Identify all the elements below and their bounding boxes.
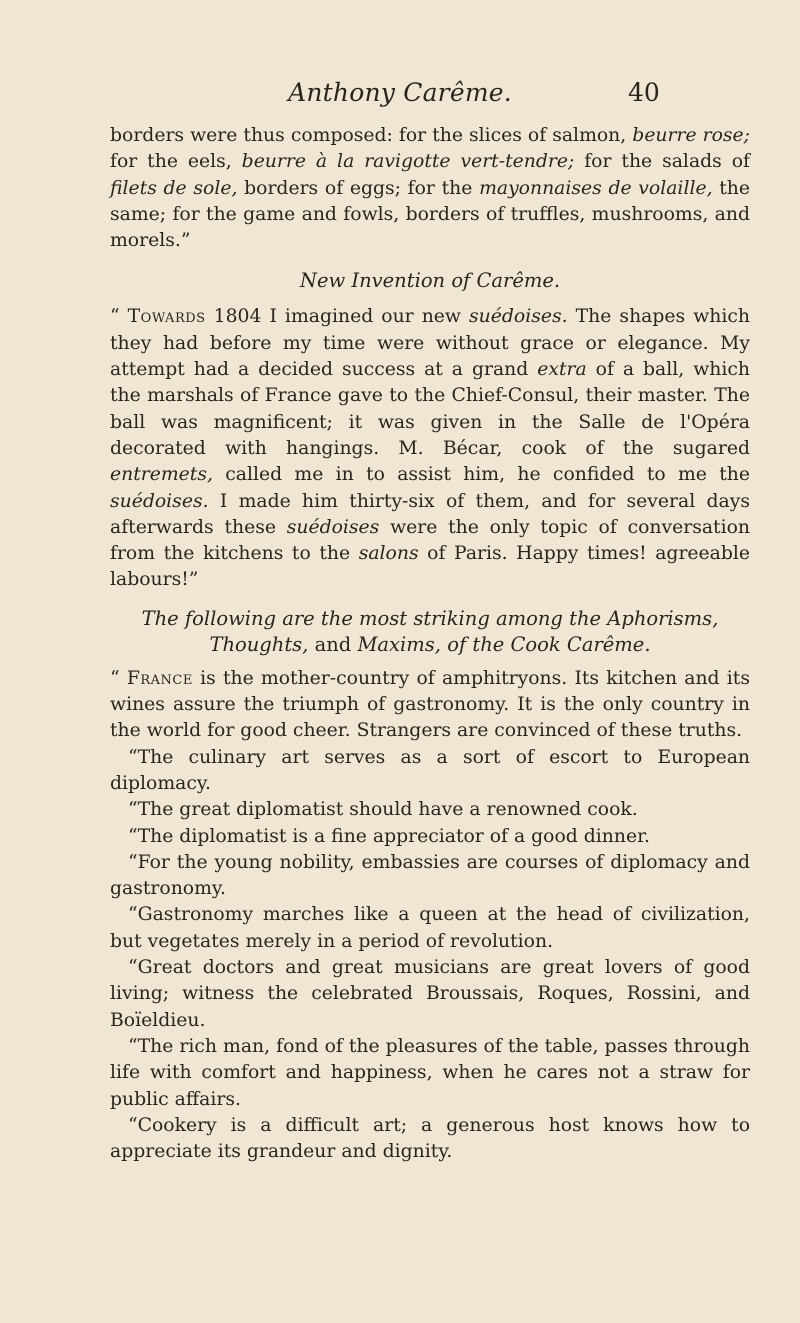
- section-heading-new-invention: New Invention of Carême.: [299, 269, 561, 293]
- aphorism-item: “The great diplomatist should have a renowned cook.: [128, 799, 638, 821]
- aphorism-item: “Cookery is a difficult art; a generous host knows how to appreciate its grandeur and dignity.: [110, 1114, 750, 1163]
- small-caps-run: Towards: [127, 306, 206, 328]
- italic-run: filets de sole,: [110, 177, 238, 199]
- aphorism-item: “Great doctors and great musicians are great lovers of good living; witness the celebrated Broussais, Roques, Rossini, and Boïeldieu.: [110, 957, 750, 1031]
- text-run: of a ball, which the marshals of France gave to the Chief-Consul, their master. The ball was magnificent; it was given in the Salle de l'Opéra decorated with hangings. M. Bécar, cook of the sugared: [110, 359, 750, 459]
- text-run: were the only topic of conversation from the kitchens to the: [110, 516, 750, 565]
- aphorism-item: “For the young nobility, embassies are courses of diplomacy and gastronomy.: [110, 851, 750, 900]
- text-run: called me in to assist him, he confided to me the: [212, 464, 750, 486]
- italic-run: mayonnaises de volaille,: [479, 177, 713, 199]
- italic-run: extra: [537, 359, 587, 381]
- text-run: “: [110, 306, 128, 328]
- italic-run: Maxims,: [357, 632, 441, 656]
- page-body: [110, 123, 750, 1165]
- text-run: is the mother-country of amphitryons. Its kitchen and its wines assure the triumph of gastronomy. It is the only country in the world for good cheer. Strangers are convinced of these truths.: [110, 667, 750, 742]
- aphorism-item: “Gastronomy marches like a queen at the head of civilization, but vegetates merely in a period of revolution.: [110, 904, 750, 952]
- italic-run: suédoises.: [110, 490, 209, 512]
- text-run: borders were thus composed: for the slices of salmon,: [110, 125, 633, 146]
- paragraph-borders: [110, 123, 750, 254]
- italic-run: beurre rose;: [632, 125, 750, 146]
- italic-run: suédoises.: [469, 306, 568, 328]
- page-number: 40: [628, 78, 660, 107]
- section-heading-aphorisms: [110, 606, 750, 658]
- text-run: 1804 I imagined our new: [205, 306, 470, 328]
- text-run: the same; for the game and fowls, borders of truffles, mushrooms, and morels.”: [110, 177, 751, 252]
- small-caps-run: France: [126, 667, 193, 689]
- italic-run: entremets,: [110, 464, 213, 486]
- text-run: of Paris. Happy times! agreeable labours!”: [110, 543, 751, 591]
- aphorism-item: “The culinary art serves as a sort of escort to European diplomacy.: [110, 746, 750, 794]
- paragraph-suedoises: [110, 304, 750, 593]
- text-run: The shapes which they had before my time were without grace or elegance. My attempt had a decided success at a grand: [110, 306, 750, 381]
- italic-run: beurre à la ravigotte vert-tendre;: [241, 151, 575, 173]
- aphorism-item: “The diplomatist is a fine appreciator of a good dinner.: [128, 825, 650, 847]
- text-run: I made him thirty-six of them, and for several days afterwards these: [110, 490, 750, 538]
- page-header: [0, 78, 800, 112]
- text-run: “: [110, 667, 127, 689]
- aphorism-item: “The rich man, fond of the pleasures of the table, passes through life with comfort and happiness, when he cares not a straw for public affairs.: [110, 1035, 750, 1110]
- italic-run: salons: [358, 543, 419, 565]
- italic-run: Thoughts,: [209, 632, 309, 656]
- text-run: for the eels,: [110, 151, 242, 173]
- text-run: and: [308, 632, 358, 656]
- italic-run: The following are the most striking among the Aphorisms,: [141, 606, 719, 630]
- italic-run: of the Cook Carême.: [441, 632, 651, 656]
- text-run: for the salads of: [574, 151, 751, 173]
- running-title: Anthony Carême.: [288, 78, 512, 107]
- italic-run: suédoises: [286, 516, 380, 538]
- text-run: borders of eggs; for the: [237, 177, 480, 199]
- aphorism-france: [110, 666, 750, 745]
